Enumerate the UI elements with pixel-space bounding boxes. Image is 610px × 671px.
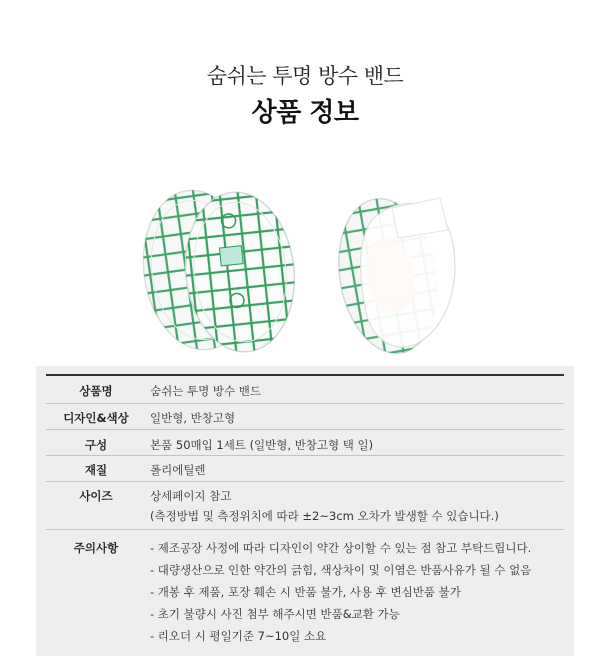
row-label: 상품명 — [79, 384, 113, 398]
row-value: 숨쉬는 투명 방수 밴드 — [150, 384, 261, 398]
table-row-material — [46, 456, 564, 482]
table-row-composition — [46, 430, 564, 456]
row-label: 주의사항 — [73, 541, 119, 555]
row-line: - 초기 불량시 사진 첨부 해주시면 반품&교환 가능 — [150, 607, 400, 621]
row-label: 디자인&색상 — [63, 411, 129, 425]
row-line: - 리오더 시 평일기준 7~10일 소요 — [150, 629, 327, 643]
product-photo — [0, 172, 610, 362]
row-line: 상세페이지 참고 — [150, 489, 232, 503]
row-value: 폴리에틸렌 — [150, 463, 206, 477]
row-label: 구성 — [84, 438, 108, 452]
row-value: 본품 50매입 1세트 (일반형, 반창고형 택 일) — [150, 438, 374, 452]
row-label: 사이즈 — [79, 489, 113, 503]
table-row-design-color — [46, 404, 564, 430]
table-row-product-name — [46, 376, 564, 404]
row-line: - 제조공장 사정에 따라 디자인이 약간 상이할 수 있는 점 참고 부탁드립니다. — [150, 541, 532, 555]
page-title: 상품 정보 — [251, 98, 359, 128]
row-label: 재질 — [84, 463, 108, 477]
row-line: - 개봉 후 제품, 포장 훼손 시 반품 불가, 사용 후 변심반품 불가 — [150, 585, 461, 599]
table-row-size — [46, 482, 564, 530]
bandage-peel-layer — [361, 198, 455, 347]
row-value: 일반형, 반창고형 — [150, 411, 236, 425]
row-line: - 대량생산으로 인한 약간의 긁힘, 색상차이 및 이염은 반품사유가 될 수 없음 — [150, 563, 532, 577]
row-line: (측정방법 및 측정위치에 따라 ±2~3cm 오차가 발생할 수 있습니다.) — [150, 509, 499, 523]
product-subtitle: 숨쉬는 투명 방수 밴드 — [206, 64, 404, 88]
table-row-cautions — [46, 530, 564, 654]
